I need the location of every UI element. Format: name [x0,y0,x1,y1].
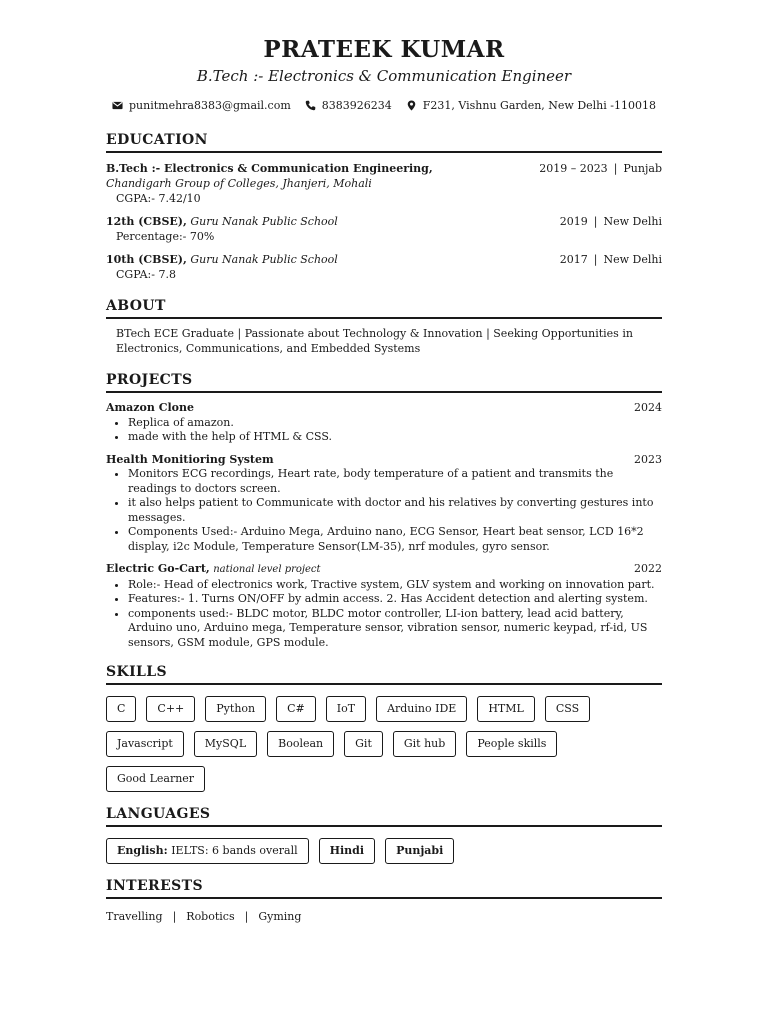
map-pin-icon [406,100,417,111]
education-years: 2017 [559,253,588,266]
education-item: 12th (CBSE), Guru Nanak Public School 2019 | New Delhi Percentage:- 70% [106,215,662,243]
education-years: 2019 [559,215,588,228]
education-score: Percentage:- 70% [116,230,215,243]
language-detail: IELTS: 6 bands overall [171,844,298,857]
project-title: Amazon Clone [106,401,194,414]
skills-section [106,664,662,792]
project-bullet: • it also helps patient to Communicate with doctor and his relatives by converting gestures into messages. [128,496,662,525]
project-title: Electric Go-Cart, [106,562,210,575]
project-bullet: • Monitors ECG recordings, Heart rate, body temperature of a patient and transmits the readings to doctors screen. [128,467,662,496]
divider: | [172,910,177,923]
skill-tag: Boolean [267,731,334,757]
interest-item: Travelling [106,910,163,923]
project-subtitle: national level project [213,564,321,575]
project-title: Health Monitioring System [106,452,274,466]
language-tag [319,838,375,864]
envelope-icon [112,100,123,111]
project-bullet: • components used:- BLDC motor, BLDC motor controller, LI-ion battery, lead acid battery, Arduino uno, Arduino mega, Temperature sensor, vibration sensor, numeric keypad, rf-id, US sensors, GSM module, GPS module. [128,607,662,651]
language-name: Punjabi [396,844,444,857]
skills-heading: SKILLS [106,664,662,685]
address-text: F231, Vishnu Garden, New Delhi -110018 [422,99,656,112]
education-degree: 10th (CBSE), [106,253,187,266]
about-section [106,298,662,356]
skill-tag: Arduino IDE [376,696,467,722]
skill-tag: Git [344,731,383,757]
project-item [106,401,662,445]
divider: | [244,910,249,923]
project-bullet: • Role:- Head of electronics work, Tractive system, GLV system and working on innovation part. [128,578,662,593]
skills-list [106,696,662,792]
language-name: English: [117,844,168,857]
phone-text: 8383926234 [321,99,392,112]
education-score: CGPA:- 7.8 [116,268,176,281]
education-institute: Guru Nanak Public School [190,253,338,266]
project-year: 2024 [634,401,662,414]
contact-bar [106,99,662,112]
project-year: 2022 [634,562,662,575]
language-tag [385,838,454,864]
interests-section [106,878,662,923]
languages-list [106,838,662,864]
interests-list [106,910,662,923]
skill-tag: C [106,696,136,722]
skill-tag: Good Learner [106,766,205,792]
education-years: 2019 – 2023 [539,162,608,175]
contact-email[interactable] [112,99,291,112]
education-degree: 12th (CBSE), [106,215,187,228]
projects-section [106,372,662,650]
education-heading: EDUCATION [106,132,662,153]
skill-tag: HTML [477,696,535,722]
project-bullet: • Replica of amazon. [128,416,662,431]
about-heading: ABOUT [106,298,662,319]
skill-tag: Git hub [393,731,456,757]
education-score: CGPA:- 7.42/10 [116,192,201,205]
languages-section [106,806,662,864]
project-bullet: • made with the help of HTML & CSS. [128,430,662,445]
skill-tag: People skills [466,731,557,757]
language-tag [106,838,309,864]
candidate-title: B.Tech :- Electronics & Communication Engineer [196,67,572,85]
project-year: 2023 [634,452,662,466]
education-location: Punjab [623,162,662,175]
skill-tag: IoT [326,696,366,722]
education-degree: B.Tech :- Electronics & Communication Engineering, [106,162,433,175]
resume-page [106,36,662,923]
skill-tag: MySQL [194,731,257,757]
languages-heading: LANGUAGES [106,806,662,827]
project-item [106,562,662,650]
skill-tag: CSS [545,696,590,722]
project-bullet: • Components Used:- Arduino Mega, Arduino nano, ECG Sensor, Heart beat sensor, LCD 16*2 display, i2c Module, Temperature Sensor(LM-35), nrf modules, gyro sensor. [128,525,662,554]
candidate-name: PRATEEK KUMAR [263,36,505,63]
email-text: punitmehra8383@gmail.com [129,99,291,112]
interest-item: Gyming [258,910,302,923]
skill-tag: C++ [146,696,195,722]
project-item [106,453,662,555]
interest-item: Robotics [186,910,235,923]
skill-tag: Python [205,696,266,722]
about-text: BTech ECE Graduate | Passionate about Technology & Innovation | Seeking Opportunities in Electronics, Communications, and Embedded Systems [116,327,633,355]
phone-icon [305,100,316,111]
education-institute: Chandigarh Group of Colleges, Jhanjeri, Mohali [106,177,372,190]
contact-phone[interactable] [305,99,392,112]
education-location: New Delhi [603,253,662,266]
education-item: 10th (CBSE), Guru Nanak Public School 2017 | New Delhi CGPA:- 7.8 [106,253,662,281]
language-name: Hindi [329,844,365,857]
skill-tag: Javascript [106,731,184,757]
contact-address [406,99,656,112]
projects-heading: PROJECTS [106,372,662,393]
skill-tag: C# [276,696,316,722]
education-item: B.Tech :- Electronics & Communication Engineering, 2019 – 2023 | Punjab Chandigarh Group of Colleges, Jhanjeri, Mohali CGPA:- 7.42/10 [106,162,662,205]
project-bullet: • Features:- 1. Turns ON/OFF by admin access. 2. Has Accident detection and alerting system. [128,592,662,607]
education-location: New Delhi [603,215,662,228]
interests-heading: INTERESTS [106,878,662,899]
education-section [106,132,662,282]
education-institute: Guru Nanak Public School [190,215,338,228]
